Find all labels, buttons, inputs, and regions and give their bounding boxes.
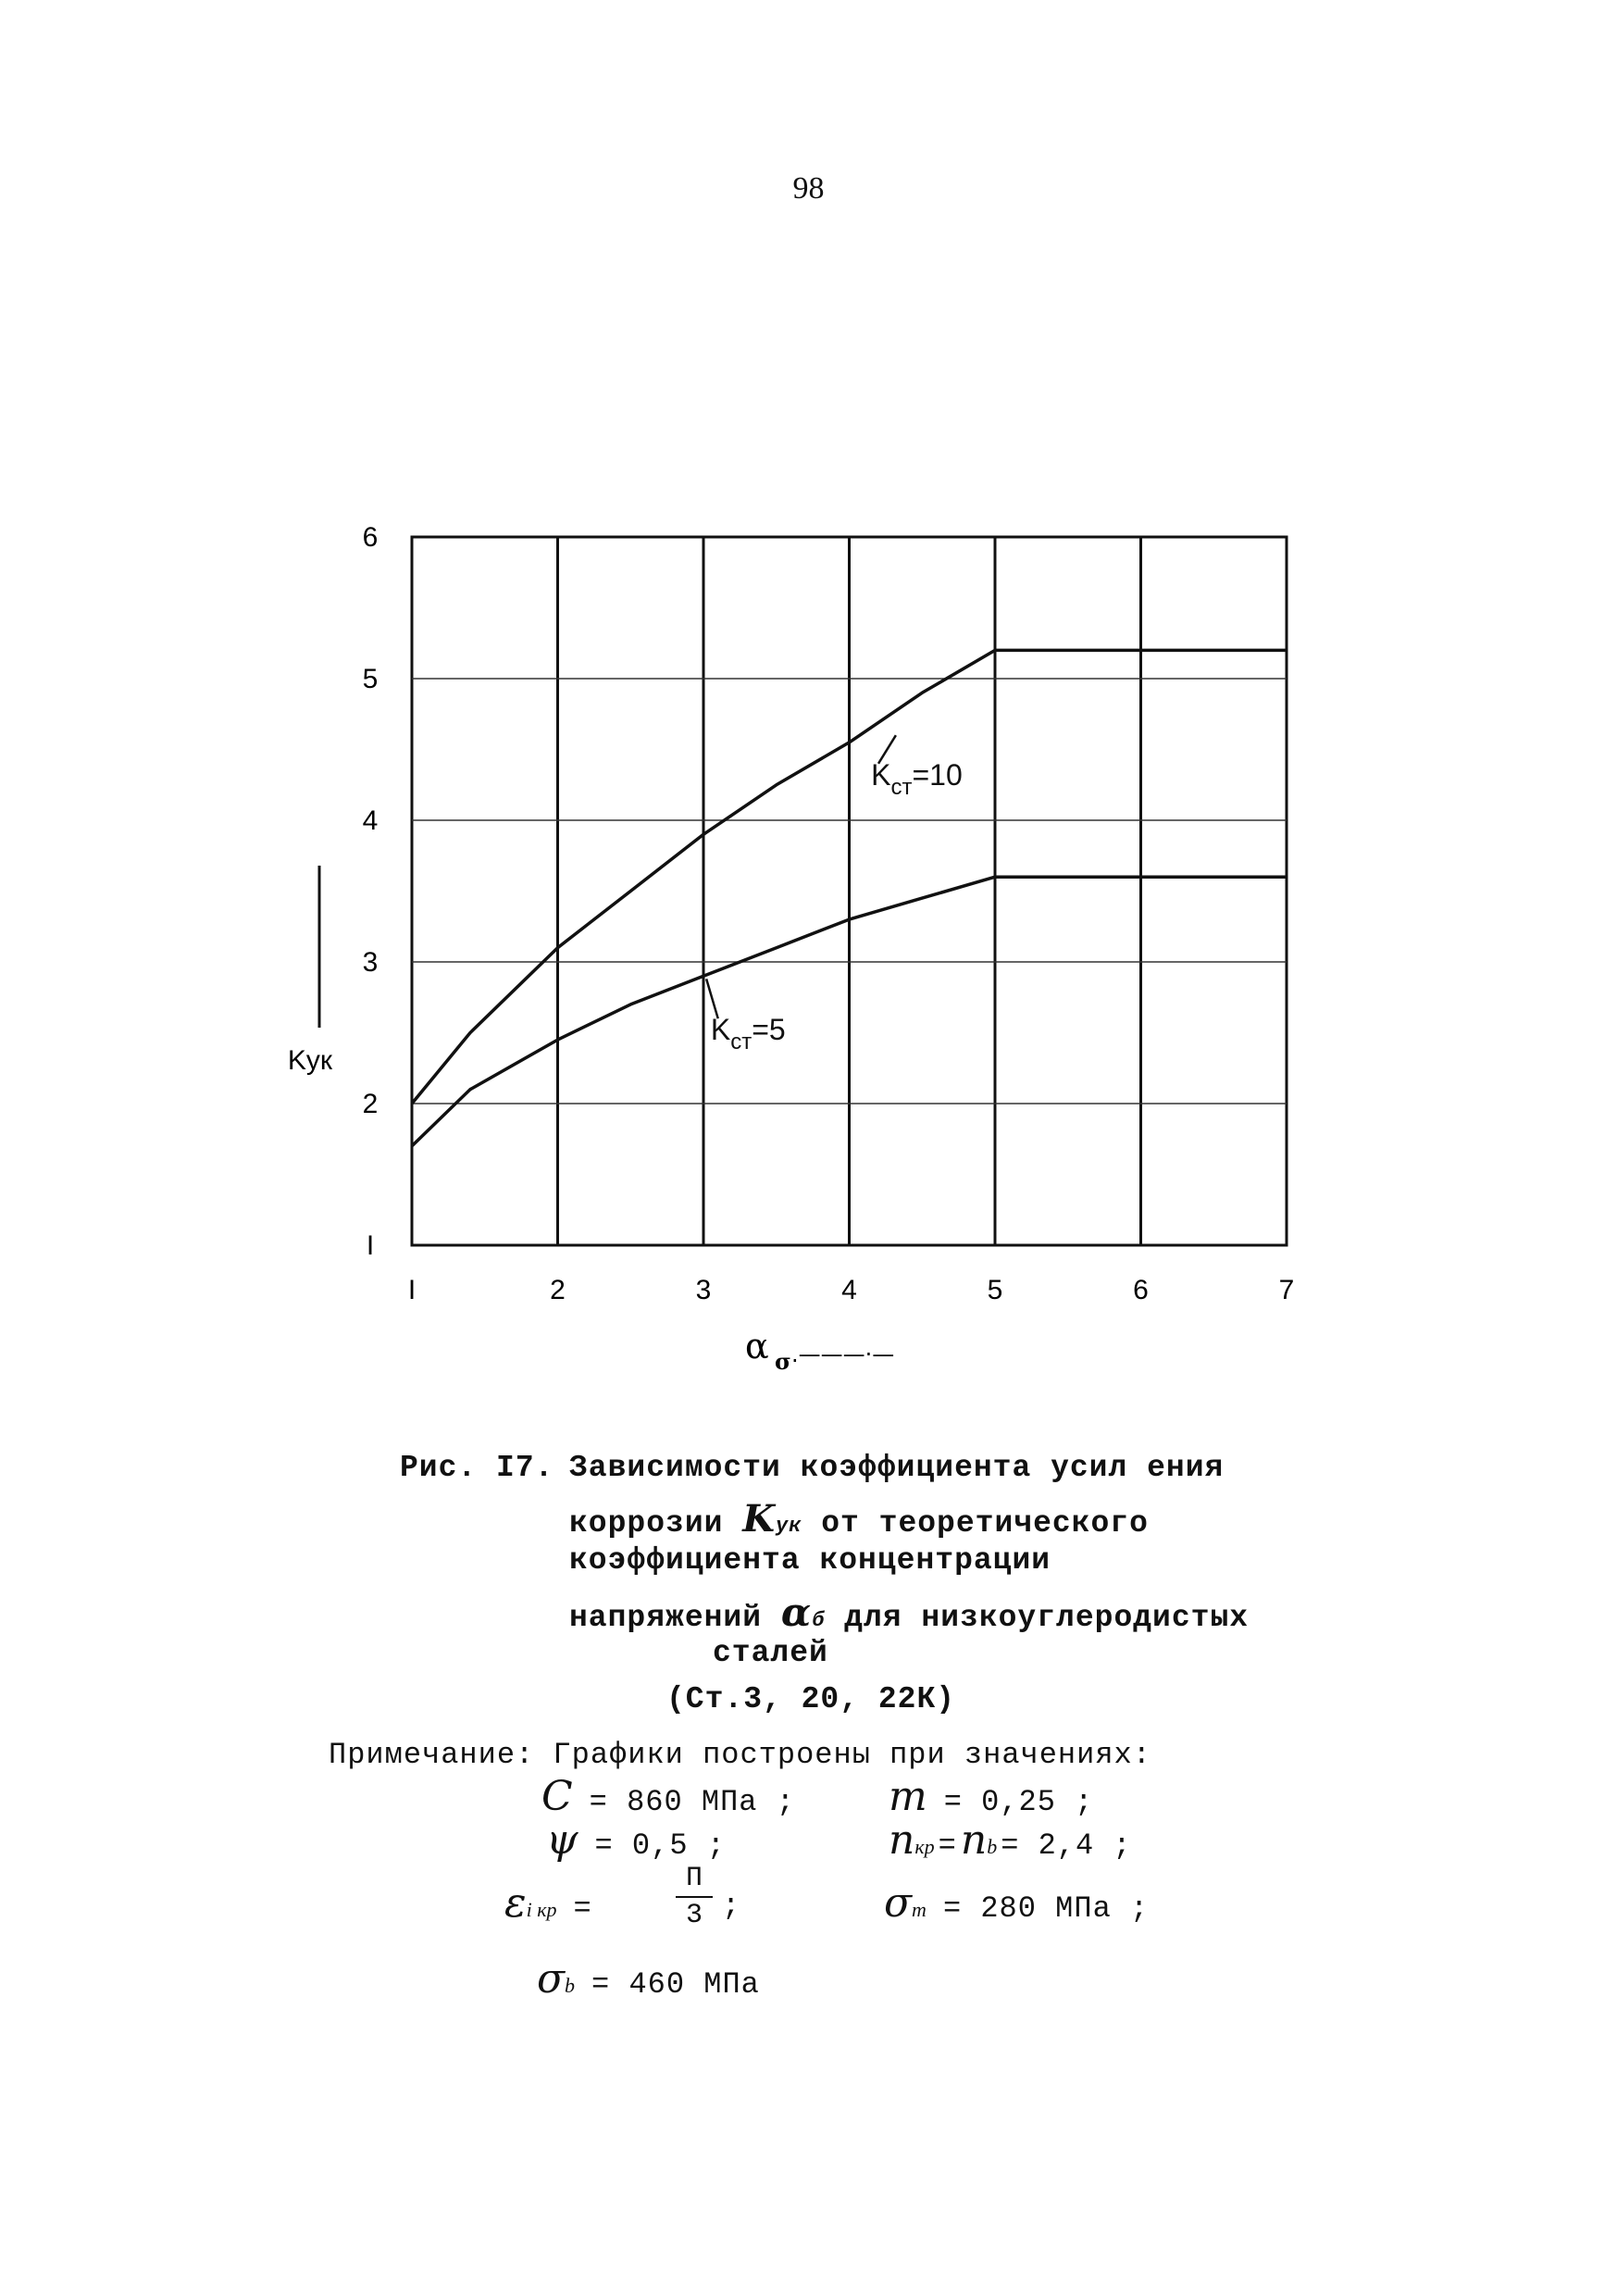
sigma-b-subscript: b — [565, 1974, 576, 1997]
param-sigma-t — [884, 1879, 1149, 1927]
epsilon-equals: = — [573, 1891, 592, 1926]
param-epsilon — [504, 1879, 592, 1927]
n-equals: = — [938, 1828, 957, 1863]
sigma-t-value: = 280 МПа ; — [942, 1891, 1150, 1926]
x-tick-label: 4 — [841, 1275, 857, 1305]
caption-line-5: сталей — [713, 1636, 828, 1670]
y-tick-label: I — [366, 1230, 375, 1261]
alpha-subscript: б — [812, 1609, 826, 1632]
k-symbol: K — [742, 1497, 777, 1541]
y-tick-label: 2 — [362, 1089, 379, 1119]
x-axis-label-subscript: σ — [775, 1348, 791, 1370]
y-tick-label: 3 — [362, 947, 379, 978]
sigma-b-value: = 460 МПа — [591, 1967, 760, 2002]
sigma-b-symbol: σ — [537, 1955, 566, 2003]
curve-label-kst-10: $K_{ст}=10$ — [871, 757, 963, 800]
caption-line-6: (Ст.3, 20, 22К) — [666, 1682, 956, 1716]
fraction-numerator: П — [685, 1863, 703, 1894]
n-b-symbol: n — [960, 1816, 988, 1864]
chart-annotations — [706, 735, 963, 1054]
psi-symbol: ψ — [546, 1816, 578, 1864]
epsilon-symbol: ε — [504, 1879, 527, 1927]
c-value: = 860 МПа ; — [589, 1785, 795, 1819]
caption-line-2 — [569, 1497, 1149, 1541]
param-c — [541, 1773, 795, 1820]
n-kr-subscript: кр — [914, 1835, 935, 1858]
x-tick-label: 7 — [1278, 1275, 1295, 1305]
n-b-subscript: b — [987, 1835, 998, 1858]
sigma-t-symbol: σ — [884, 1879, 913, 1927]
caption-line-4-tail: для низкоуглеродистых — [844, 1601, 1250, 1635]
psi-value: = 0,5 ; — [594, 1828, 726, 1863]
chart — [278, 500, 1342, 1370]
note-title: Примечание: Графики построены при значениях: — [329, 1738, 1151, 1772]
caption-line-3: коэффициента концентрации — [569, 1543, 1051, 1578]
alpha-symbol: α — [780, 1590, 813, 1635]
param-n — [889, 1816, 1132, 1864]
x-tick-label: 2 — [550, 1275, 566, 1305]
epsilon-subscript: i кр — [526, 1898, 557, 1921]
param-sigma-b — [537, 1955, 760, 2003]
x-tick-label: I — [407, 1275, 417, 1305]
caption-line-4 — [569, 1590, 1249, 1635]
x-tick-label: 6 — [1133, 1275, 1149, 1305]
fraction-denominator: 3 — [685, 1900, 703, 1931]
sigma-t-subscript: т — [912, 1898, 927, 1921]
n-kr-symbol: n — [889, 1816, 915, 1864]
x-tick-label: 5 — [987, 1275, 1003, 1305]
x-tick-label: 3 — [695, 1275, 712, 1305]
caption-line-4-text: напряжений — [569, 1601, 763, 1635]
caption-line-2-text: коррозии — [569, 1506, 724, 1541]
c-symbol: C — [541, 1773, 573, 1820]
chart-grid — [412, 537, 1287, 1245]
y-tick-label: 4 — [362, 805, 379, 836]
caption-line-1: Зависимости коэффициента усил ения — [569, 1451, 1225, 1485]
x-axis-label-tail: .———·— — [791, 1341, 895, 1367]
m-symbol: m — [889, 1773, 927, 1820]
param-psi — [546, 1816, 726, 1864]
param-m — [889, 1773, 1093, 1820]
x-axis-label: α — [745, 1326, 769, 1366]
epsilon-end: ; — [722, 1889, 741, 1923]
caption-prefix: Рис. I7. — [400, 1451, 554, 1485]
k-subscript: ук — [776, 1515, 802, 1538]
epsilon-fraction — [676, 1863, 713, 1931]
y-tick-label: 6 — [362, 522, 379, 553]
n-value: = 2,4 ; — [1001, 1828, 1132, 1863]
y-axis-label: Kук — [287, 1045, 333, 1076]
m-value: = 0,25 ; — [943, 1785, 1094, 1819]
page-number: 98 — [792, 171, 825, 206]
caption-line-2-tail: от теоретического — [821, 1506, 1149, 1541]
curve-label-kst-5: $K_{ст}=5$ — [710, 1013, 786, 1055]
y-tick-label: 5 — [362, 664, 379, 694]
